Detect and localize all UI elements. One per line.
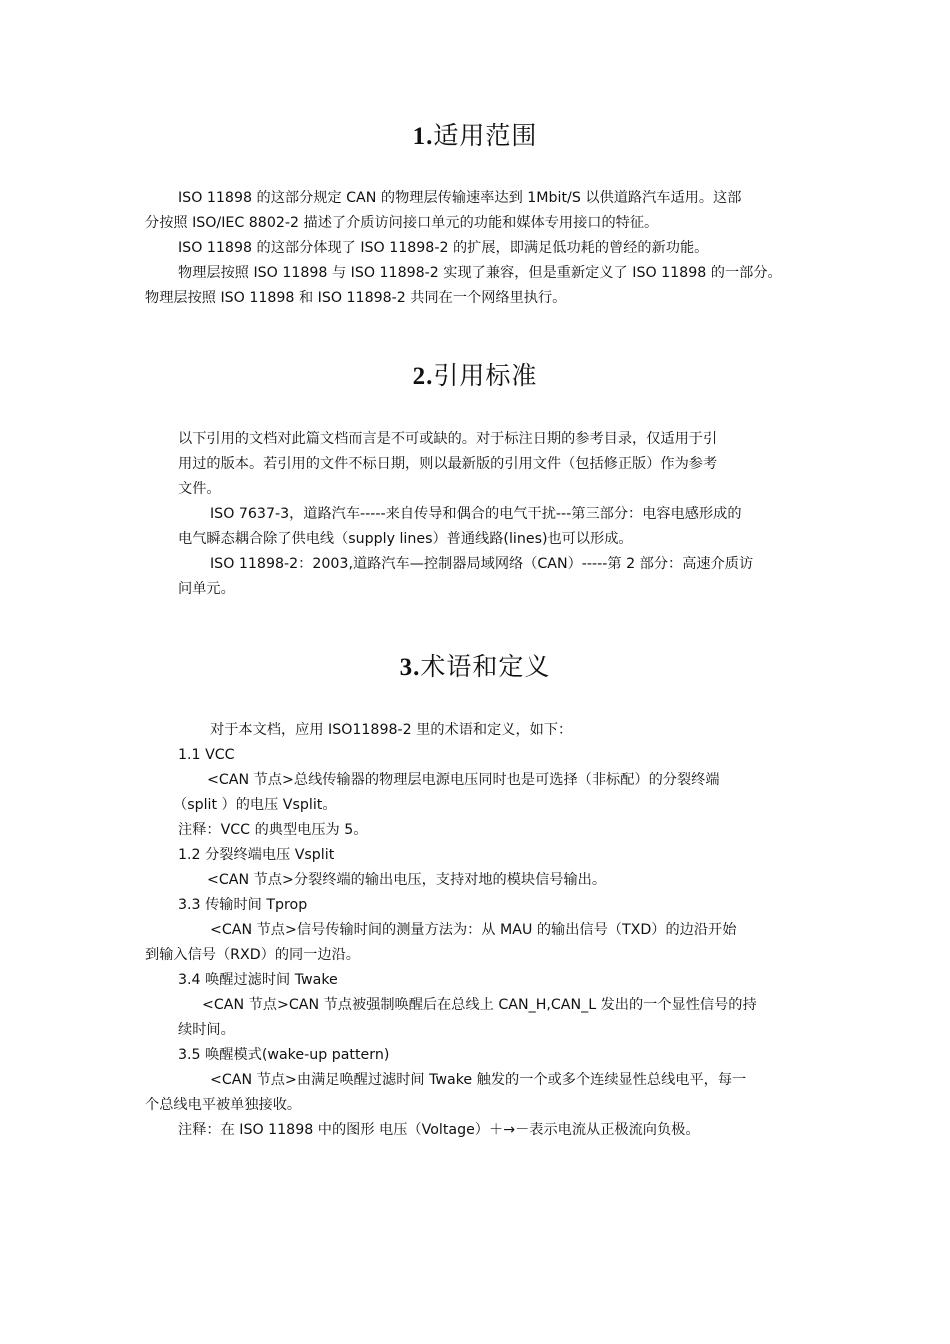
s3-line-9: <CAN 节点>信号传输时间的测量方法为：从 MAU 的输出信号（TXD）的边沿开始 [210,922,737,938]
s3-line-8: 3.3 传输时间 Tprop [178,897,308,913]
section-2-heading [0,356,950,392]
s2-line-2: 用过的版本。若引用的文件不标日期，则以最新版的引用文件（包括修正版）作为参考 [178,456,718,472]
s1-line-1: ISO 11898 的这部分规定 CAN 的物理层传输速率达到 1Mbit/S 以供道路汽车适用。这部 [178,190,742,206]
s3-line-10: 到输入信号（RXD）的同一边沿。 [145,947,360,963]
s3-line-1: 对于本文档，应用 ISO11898-2 里的术语和定义，如下： [210,722,573,738]
s3-line-6: 1.2 分裂终端电压 Vsplit [178,847,335,863]
s3-line-12: <CAN 节点>CAN 节点被强制唤醒后在总线上 CAN_H,CAN_L 发出的一个显性信号的持 [202,997,757,1013]
section-1-number: 1. [412,123,434,150]
section-1-heading [0,116,950,152]
s2-line-1: 以下引用的文档对此篇文档而言是不可或缺的。对于标注日期的参考目录，仅适用于引 [178,431,718,447]
s2-line-4: ISO 7637-3，道路汽车-----来自传导和偶合的电气干扰---第三部分：电容电感形成的 [210,506,742,522]
s3-line-7: <CAN 节点>分裂终端的输出电压，支持对地的模块信号输出。 [207,872,607,888]
s1-line-3: ISO 11898 的这部分体现了 ISO 11898-2 的扩展，即满足低功耗的曾经的新功能。 [178,240,709,256]
s1-line-2: 分按照 ISO/IEC 8802-2 描述了介质访问接口单元的功能和媒体专用接口的特征。 [145,215,659,231]
s3-line-5: 注释：VCC 的典型电压为 5。 [178,822,368,838]
s3-line-4: （split ）的电压 Vsplit。 [173,797,337,813]
section-2-number: 2. [412,363,434,390]
s3-line-16: 个总线电平被单独接收。 [145,1097,302,1113]
s2-line-6: ISO 11898-2：2003,道路汽车—控制器局域网络（CAN）-----第 2 部分：高速介质访 [210,556,754,572]
s3-line-17: 注释：在 ISO 11898 中的图形 电压（Voltage）＋→－表示电流从正极流向负极。 [178,1122,700,1138]
s2-line-3: 文件。 [178,481,221,497]
section-3-number: 3. [399,654,421,681]
s3-line-13: 续时间。 [178,1022,235,1038]
s2-line-7: 问单元。 [178,581,235,597]
s3-line-11: 3.4 唤醒过滤时间 Twake [178,972,338,988]
s1-line-5: 物理层按照 ISO 11898 和 ISO 11898-2 共同在一个网络里执行。 [145,290,567,306]
section-2-title: 引用标准 [433,361,538,390]
section-1-title: 适用范围 [433,121,538,150]
section-3-heading [0,647,950,683]
s1-line-4: 物理层按照 ISO 11898 与 ISO 11898-2 实现了兼容，但是重新定义了 ISO 11898 的一部分。 [178,265,782,281]
s3-line-14: 3.5 唤醒模式(wake-up pattern) [178,1047,390,1063]
s3-line-3: <CAN 节点>总线传输器的物理层电源电压同时也是可选择（非标配）的分裂终端 [207,772,720,788]
s2-line-5: 电气瞬态耦合除了供电线（supply lines）普通线路(lines)也可以形成。 [178,531,633,547]
section-3-title: 术语和定义 [420,652,551,681]
s3-line-15: <CAN 节点>由满足唤醒过滤时间 Twake 触发的一个或多个连续显性总线电平，每一 [210,1072,747,1088]
s3-line-2: 1.1 VCC [178,747,235,763]
